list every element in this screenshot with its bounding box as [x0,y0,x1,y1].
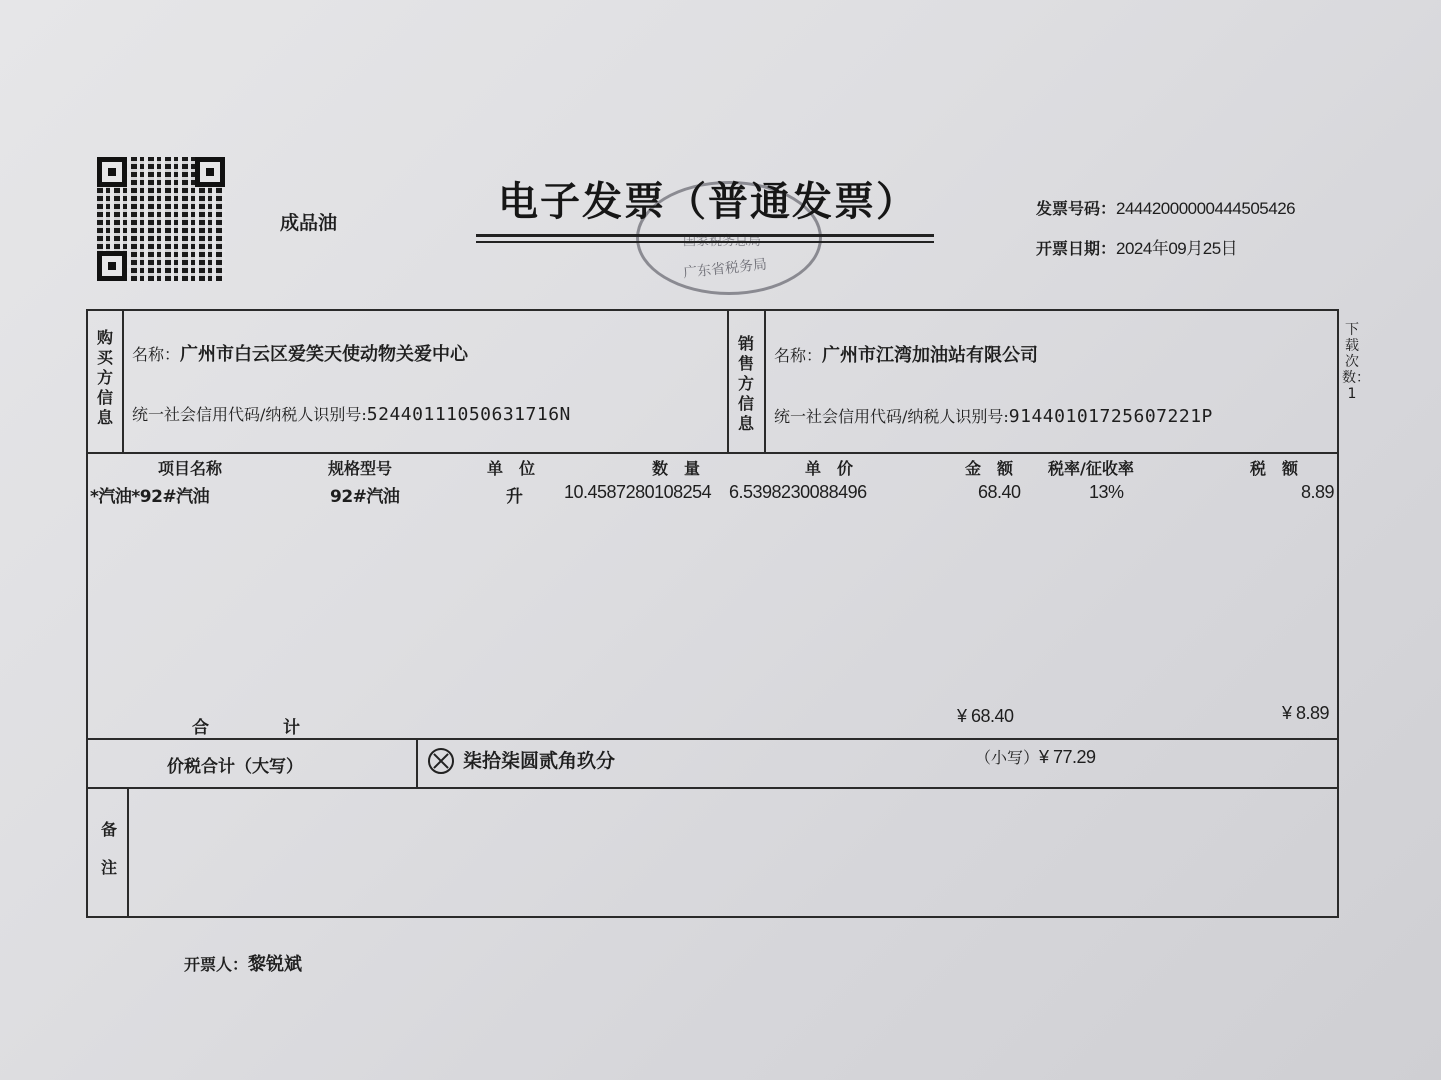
buyer-name-row [132,340,468,366]
issuer-name: 黎锐斌 [248,954,303,975]
item-unit-price: 6.5398230088496 [729,482,867,502]
seller-section-label: 销 售 方 信 息 [737,334,754,433]
grand-total-small-label: （小写） [975,748,1040,767]
seller-id-row [774,404,1213,427]
col-quantity: 数 量 [652,459,701,478]
invoice-date-value: 2024年09月25日 [1116,239,1238,258]
col-spec: 规格型号 [328,459,393,478]
buyer-id-row [132,402,571,425]
divider [86,787,1339,789]
item-spec: 92#汽油 [330,487,400,507]
seller-tax-id: 91440101725607221P [1008,406,1213,427]
invoice-category: 成品油 [280,212,338,234]
item-tax: 8.89 [1301,482,1335,502]
buyer-section-label: 购 买 方 信 息 [96,328,113,427]
seal-bottom-text: 广东省税务局 [682,256,768,282]
total-amount: ¥ 68.40 [957,706,1014,726]
buyer-id-label: 统一社会信用代码/纳税人识别号: [132,405,367,424]
item-amount: 68.40 [978,482,1021,502]
total-tax: ¥ 8.89 [1282,703,1330,723]
col-unit: 单 位 [487,459,536,478]
title-underline [476,241,934,243]
divider [127,787,129,918]
qr-code [97,157,225,281]
divider [416,738,418,788]
divider [727,309,729,453]
issuer [184,950,302,976]
invoice-number-value: 24442000000444505426 [1116,199,1296,218]
grand-total-small-value: ¥ 77.29 [1039,747,1096,767]
divider [764,309,766,453]
title-underline [476,234,934,237]
invoice-date-label: 开票日期： [1036,239,1117,258]
buyer-name: 广州市白云区爱笑天使动物关爱中心 [180,344,469,365]
seal-top-text: 国家税务总局 [683,234,762,249]
buyer-name-label: 名称： [132,345,181,364]
col-tax: 税 额 [1250,459,1299,478]
issuer-label: 开票人： [184,955,249,974]
item-quantity: 10.4587280108254 [564,482,712,502]
invoice-date [1036,234,1237,259]
col-tax-rate: 税率/征收率 [1048,459,1134,478]
grand-total-small [975,745,1096,768]
invoice-number-label: 发票号码： [1036,199,1117,218]
circled-x-icon [428,748,454,774]
seller-name-label: 名称： [774,346,823,365]
totals-label: 合计 [192,718,374,738]
grand-total-in-words: 柒拾柒圆贰角玖分 [463,750,616,772]
col-item-name: 项目名称 [158,459,223,478]
seller-id-label: 统一社会信用代码/纳税人识别号: [774,407,1009,426]
col-amount: 金 额 [965,459,1014,478]
item-tax-rate: 13% [1089,482,1124,502]
divider [122,309,124,453]
divider [86,738,1339,740]
remarks-label: 备 注 [100,820,117,877]
download-count: 下载次数：1 [1342,322,1370,402]
col-unit-price: 单 价 [805,459,854,478]
buyer-tax-id: 52440111050631716N [366,404,571,425]
invoice-number [1036,196,1295,219]
item-unit: 升 [506,487,523,507]
item-name: *汽油*92#汽油 [90,487,210,507]
invoice-table [86,309,1339,918]
invoice-title: 电子发票（普通发票） [498,178,918,225]
divider [86,452,1339,454]
seller-name: 广州市江湾加油站有限公司 [822,345,1039,366]
seller-name-row [774,341,1038,367]
grand-total-label: 价税合计（大写） [167,757,303,777]
